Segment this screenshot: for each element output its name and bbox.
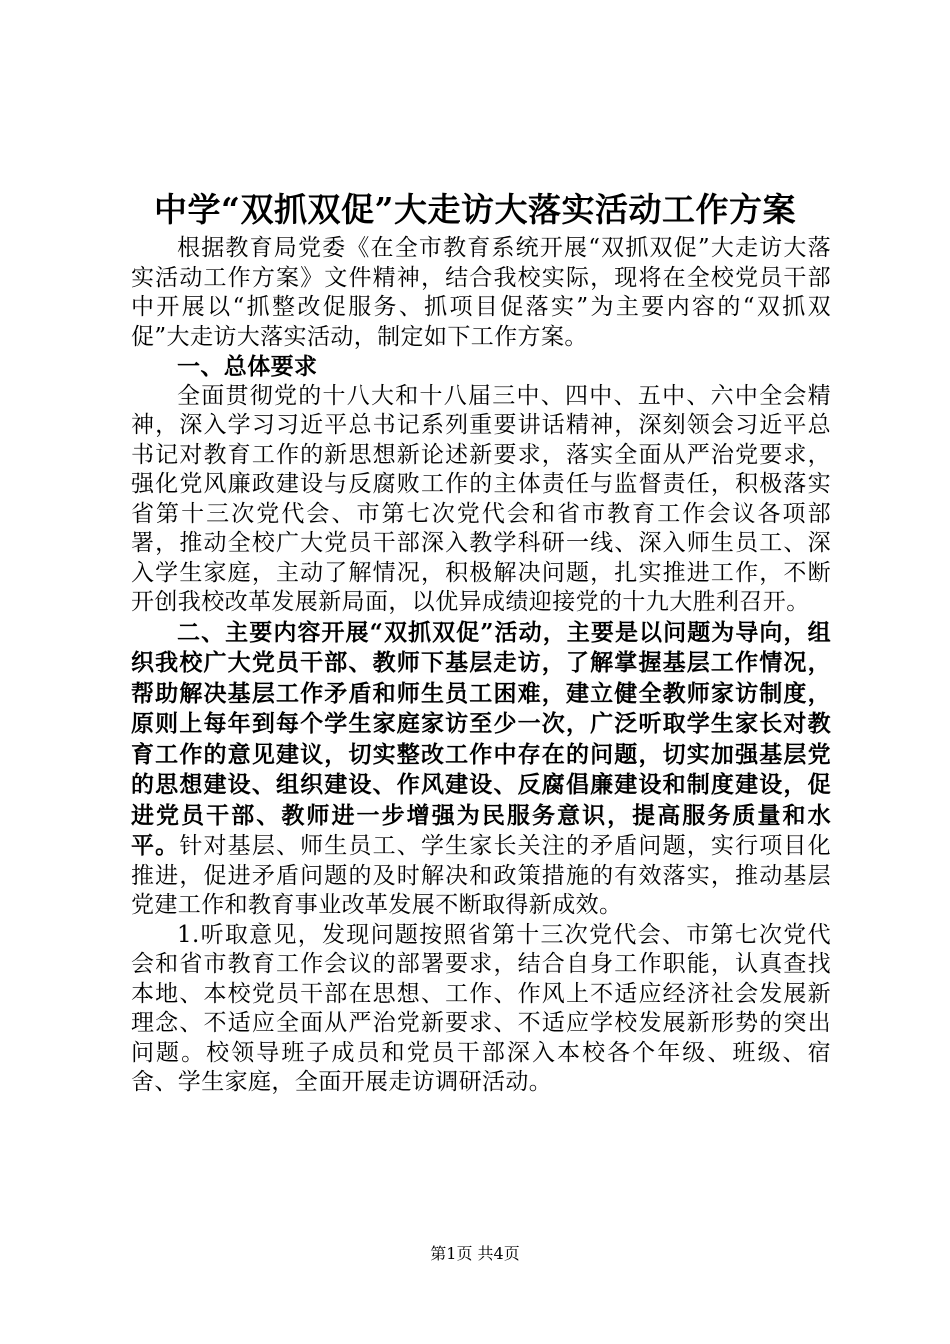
document-body: [131, 234, 831, 1098]
listen-opinions-paragraph: 1.听取意见，发现问题按照省第十三次党代会、市第七次党代会和省市教育工作会议的部署要求，结合自身工作职能，认真查找本地、本校党员干部在思想、工作、作风上不适应经济社会发展新理念、不适应全面从严治党新要求、不适应学校发展新形势的突出问题。校领导班子成员和党员干部深入本校各个年级、班级、宿舍、学生家庭，全面开展走访调研活动。: [131, 921, 831, 1095]
main-content-heading-text: 二、主要内容开展“双抓双促”活动，主要是以问题为导向，组织我校广大党员干部、教师下基层走访，了解掌握基层工作情况，帮助解决基层工作矛盾和师生员工困难，建立健全教师家访制度，原则上每年到每个学生家庭家访至少一次，广泛听取学生家长对教育工作的意见建议，切实整改工作中存在的问题，切实加强基层党的思想建设、组织建设、作风建设、反腐倡廉建设和制度建设，促进党员干部、教师进一步增强为民服务意识，提高服务质量和水平。: [131, 618, 831, 859]
section-heading-general-requirements: 一、总体要求: [177, 353, 318, 380]
document-title: 中学“双抓双促”大走访大落实活动工作方案: [154, 190, 796, 229]
page-footer: 第1页 共4页: [430, 1244, 520, 1263]
main-content-body-text: 针对基层、师生员工、学生家长关注的矛盾问题，实行项目化推进，促进矛盾问题的及时解决和政策措施的有效落实，推动基层党建工作和教育事业改革发展不断取得新成效。: [131, 833, 831, 918]
general-requirements-paragraph: 全面贯彻党的十八大和十八届三中、四中、五中、六中全会精神，深入学习习近平总书记系列重要讲话精神，深刻领会习近平总书记对教育工作的新思想新论述新要求，落实全面从严治党要求，强化党风廉政建设与反腐败工作的主体责任与监督责任，积极落实省第十三次党代会、市第七次党代会和省市教育工作会议各项部署，推动全校广大党员干部深入教学科研一线、深入师生员工、深入学生家庭，主动了解情况，积极解决问题，扎实推进工作，不断开创我校改革发展新局面，以优异成绩迎接党的十九大胜利召开。: [131, 382, 831, 615]
intro-paragraph: 根据教育局党委《在全市教育系统开展“双抓双促”大走访大落实活动工作方案》文件精神，结合我校实际，现将在全校党员干部中开展以“抓整改促服务、抓项目促落实”为主要内容的“双抓双促”大走访大落实活动，制定如下工作方案。: [131, 235, 831, 350]
main-content-paragraph: [131, 618, 831, 921]
